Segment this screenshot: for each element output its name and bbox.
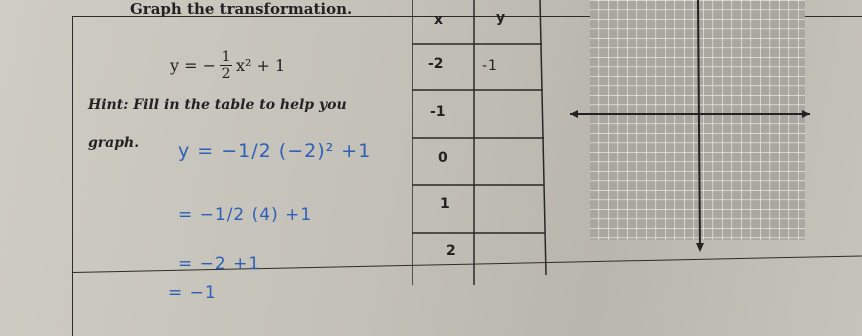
handwriting-line-3: = −2 +1 (178, 254, 261, 274)
handwriting-line-4: = −1 (168, 283, 217, 303)
table-cell-x-3: 0 (438, 150, 448, 166)
table-header-y: y (496, 10, 506, 26)
table-cell-x-2: -1 (430, 104, 446, 120)
table-header-x: x (434, 12, 444, 28)
table-cell-x-1: -2 (428, 56, 444, 72)
x-axis-left-arrow (570, 110, 578, 118)
fraction-denominator: 2 (221, 66, 231, 82)
equation-lhs: y = − (170, 56, 217, 75)
worksheet-title: Graph the transformation. (130, 0, 353, 18)
equation (170, 50, 285, 81)
hint-text: Hint: Fill in the table to help you graph. (88, 97, 347, 151)
coordinate-grid[interactable] (570, 0, 810, 260)
table-cell-y-1: -1 (482, 58, 498, 74)
handwriting-line-2: = −1/2 (4) +1 (178, 205, 313, 225)
equation-rhs: x² + 1 (236, 56, 286, 75)
x-axis-right-arrow (802, 110, 810, 118)
table-grid (412, 0, 562, 290)
handwriting-line-1: y = −1/2 (−2)² +1 (178, 140, 372, 162)
table-cell-x-5: 2 (446, 243, 456, 259)
y-axis-down-arrow (696, 243, 704, 252)
equation-fraction (220, 50, 232, 81)
worksheet-left-border (72, 16, 73, 336)
coordinate-grid-svg (570, 0, 810, 260)
table-cell-x-4: 1 (440, 196, 450, 212)
fraction-numerator: 1 (221, 49, 231, 65)
